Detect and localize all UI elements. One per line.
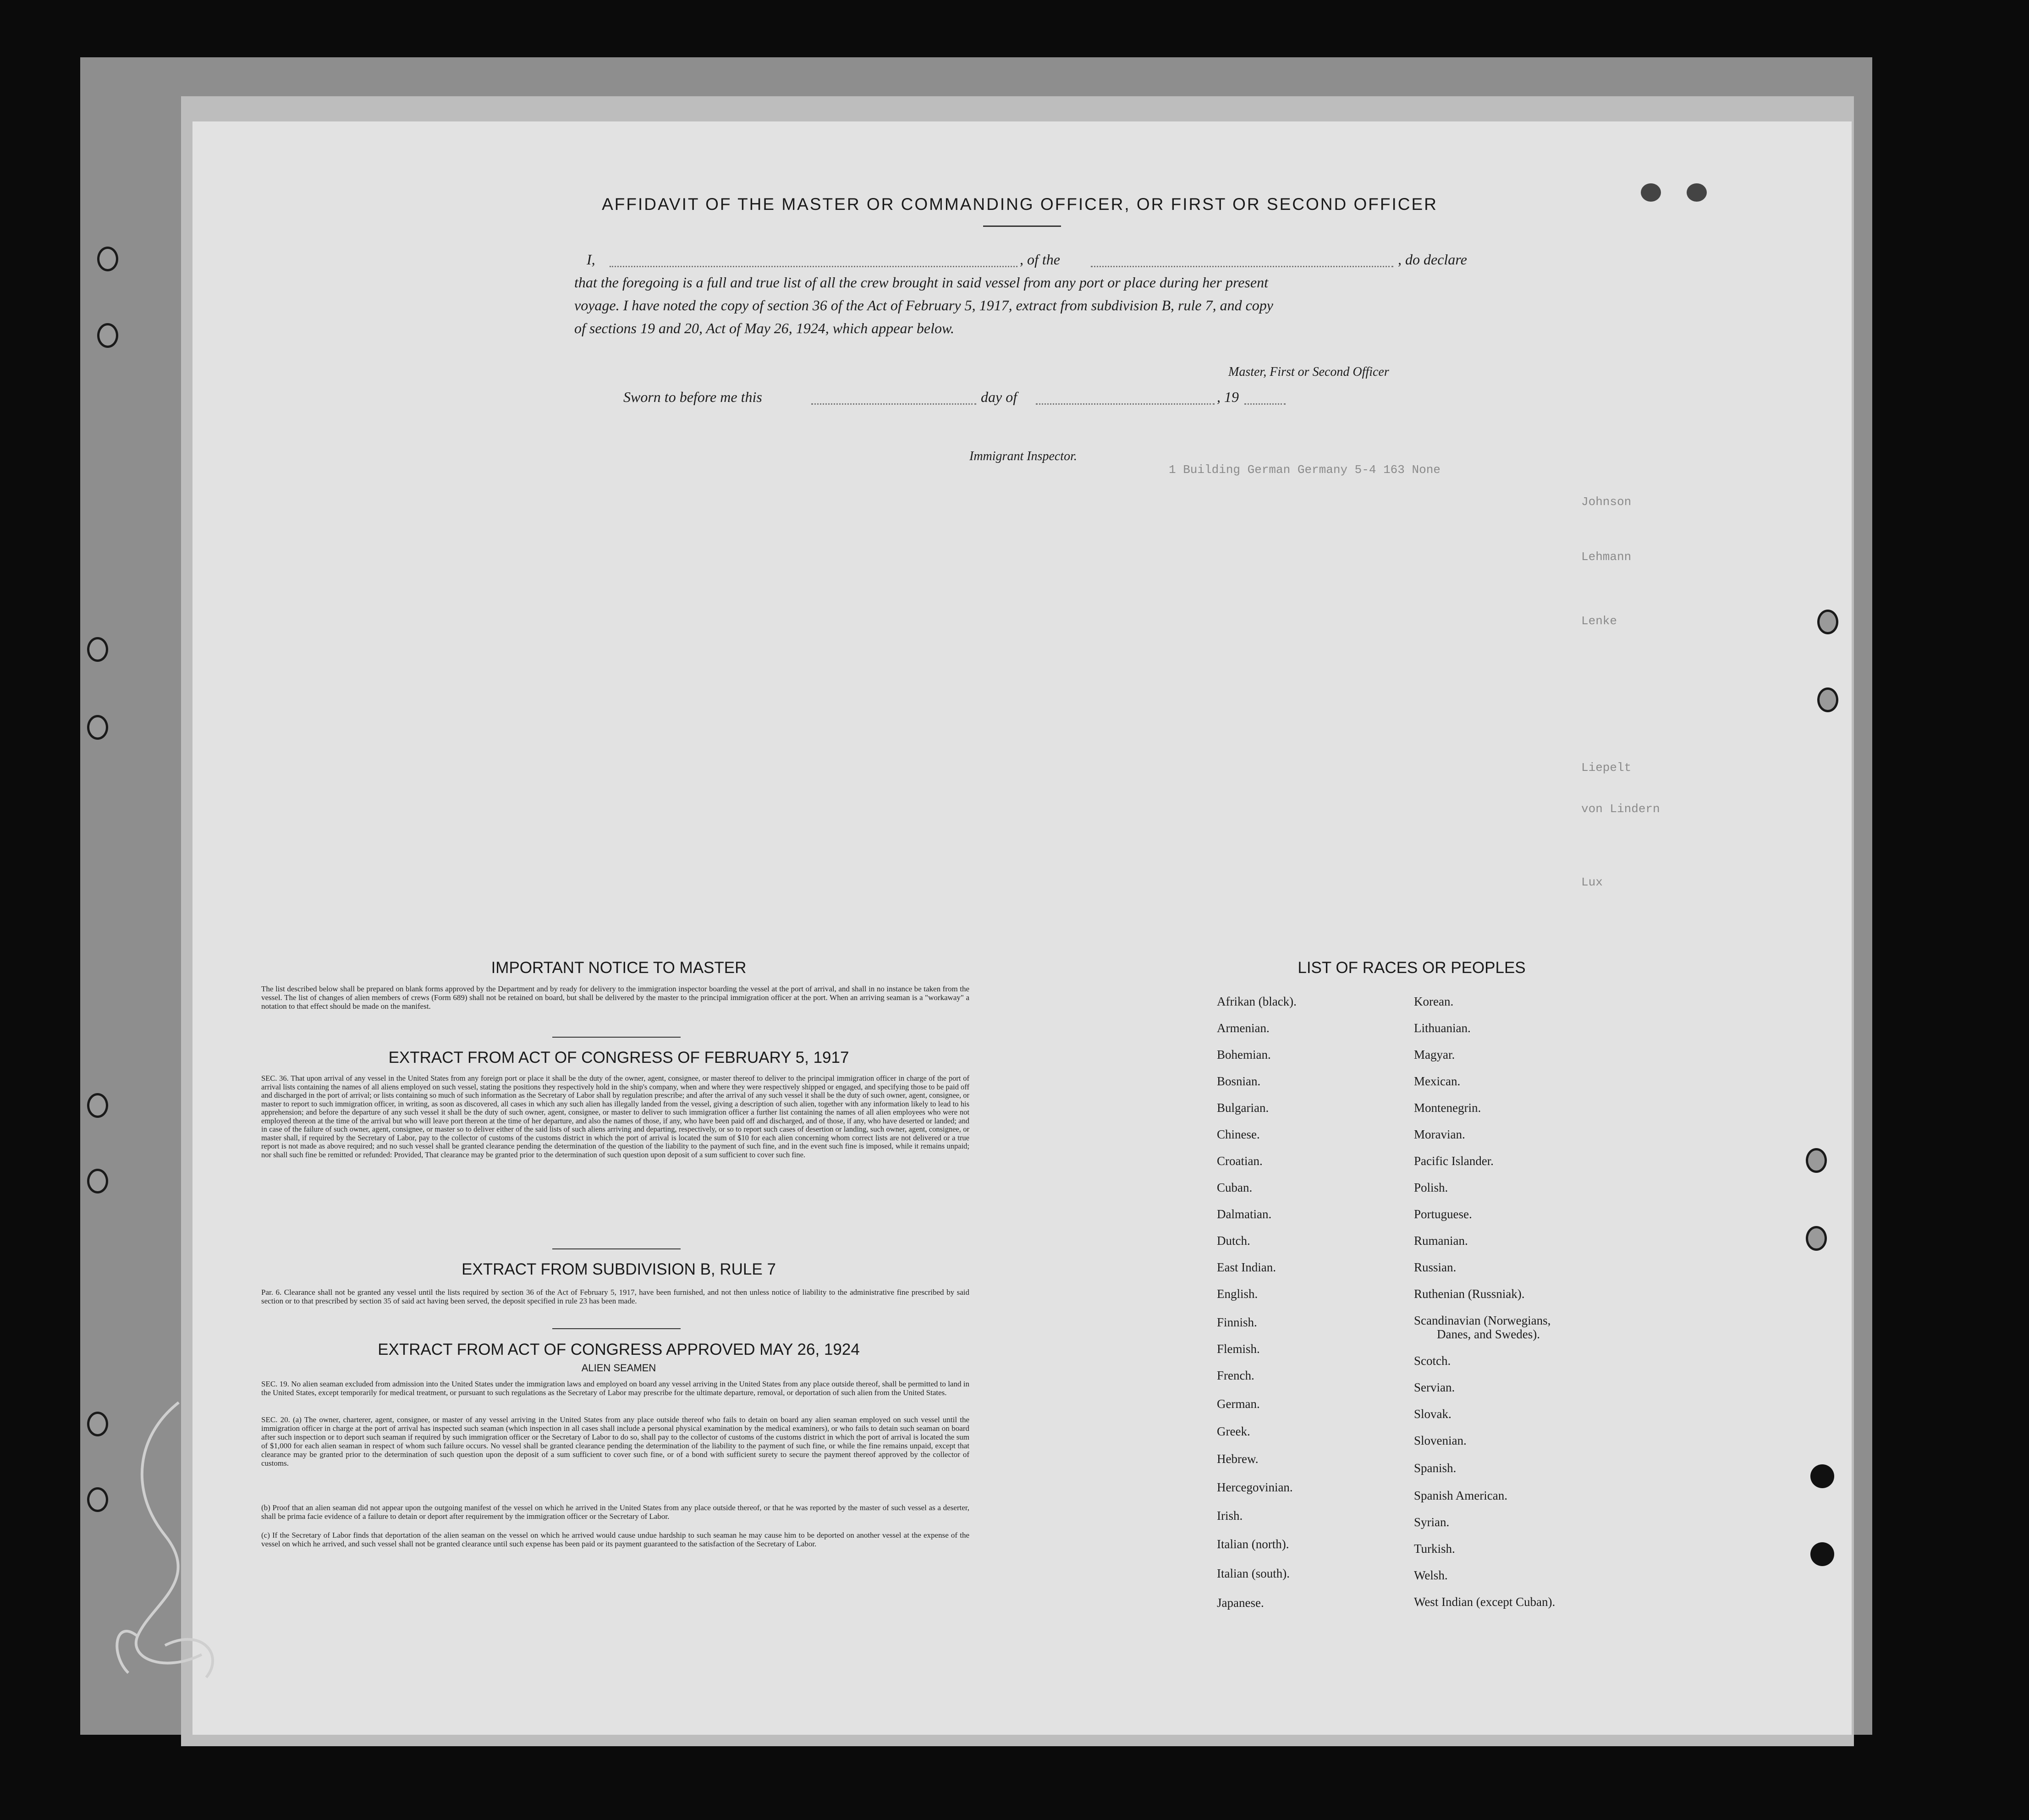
binding-string-icon — [110, 1398, 229, 1682]
inspector-signature-label: Immigrant Inspector. — [969, 449, 1077, 463]
binder-hole-icon — [97, 323, 118, 348]
bleed-through-text: Johnson — [1581, 495, 1632, 509]
race-item: Polish. — [1414, 1181, 1448, 1194]
race-item: Bohemian. — [1217, 1048, 1271, 1061]
race-item: Scandinavian (Norwegians, — [1414, 1314, 1551, 1327]
race-item: Lithuanian. — [1414, 1021, 1471, 1035]
race-item: Spanish American. — [1414, 1489, 1507, 1502]
race-item: French. — [1217, 1369, 1254, 1382]
race-item: Mexican. — [1414, 1074, 1461, 1088]
day-of-label: day of — [981, 389, 1017, 405]
race-item: Pacific Islander. — [1414, 1154, 1494, 1168]
race-item: East Indian. — [1217, 1260, 1276, 1274]
race-item: English. — [1217, 1287, 1258, 1301]
race-item: Portuguese. — [1414, 1207, 1472, 1221]
rule7-text: Par. 6. Clearance shall not be granted any vessel until the lists required by section 36 of the Act of February 5, 1917, have been furnished, and not then unless notice of liability to the administrative fine prescribed by said section or to that prescribed by section 35 of said act having been served, the deposit specified in rule 23 has been made. — [261, 1288, 969, 1305]
bleed-through-text: 1 Building German Germany 5-4 163 None — [1169, 463, 1441, 477]
race-item: Russian. — [1414, 1260, 1457, 1274]
affidavit-do-declare: , do declare — [1398, 251, 1467, 268]
bleed-through-text: von Lindern — [1581, 802, 1660, 816]
race-item: Greek. — [1217, 1424, 1250, 1438]
affidavit-title: AFFIDAVIT OF THE MASTER OR COMMANDING OFFICER, OR FIRST OR SECOND OFFICER — [602, 195, 1438, 214]
race-item: Slovak. — [1414, 1407, 1452, 1421]
binder-hole-icon — [87, 1169, 108, 1193]
race-item: Hebrew. — [1217, 1452, 1259, 1466]
extract-1924-title: EXTRACT FROM ACT OF CONGRESS APPROVED MAY 26, 1924 — [378, 1341, 860, 1358]
sworn-year-field[interactable] — [1244, 402, 1286, 405]
race-item: Slovenian. — [1414, 1434, 1467, 1447]
affidavit-line-3: voyage. I have noted the copy of section 36 of the Act of February 5, 1917, extract from subdivision B, rule 7, and copy — [574, 297, 1273, 313]
divider — [552, 1328, 681, 1329]
race-item: West Indian (except Cuban). — [1414, 1595, 1556, 1609]
binder-hole-icon — [87, 1093, 108, 1118]
race-item: Cuban. — [1217, 1181, 1253, 1194]
punch-hole-icon — [1687, 183, 1707, 202]
race-item: Armenian. — [1217, 1021, 1270, 1035]
rule7-title: EXTRACT FROM SUBDIVISION B, RULE 7 — [462, 1260, 776, 1278]
race-item: Danes, and Swedes). — [1437, 1327, 1540, 1341]
race-item: Hercegovinian. — [1217, 1480, 1293, 1494]
divider — [552, 1248, 681, 1249]
affidavit-of-the: , of the — [1020, 251, 1060, 268]
races-title: LIST OF RACES OR PEOPLES — [1298, 959, 1526, 977]
race-item: German. — [1217, 1397, 1260, 1411]
race-item: Turkish. — [1414, 1542, 1455, 1556]
race-item: Japanese. — [1217, 1596, 1264, 1610]
binder-hole-icon — [1806, 1148, 1827, 1173]
bleed-through-text: Lenke — [1581, 614, 1617, 628]
race-item: Magyar. — [1414, 1048, 1455, 1061]
sworn-day-field[interactable] — [811, 402, 976, 405]
bleed-through-text: Liepelt — [1581, 761, 1632, 775]
sec20c-text: (c) If the Secretary of Labor finds that deportation of the alien seaman on the vessel on which he arrived would cause undue hardship to such seaman he may cause him to be deported on another vessel at the expense of the vessel on which he arrived, and such vessel shall not be granted clearance until such expense has been paid or its payment guaranteed to the satisfaction of the Secretary of Labor. — [261, 1531, 969, 1548]
binder-hole-icon — [1817, 687, 1838, 712]
vessel-blank-field[interactable] — [1091, 265, 1393, 267]
affidavit-line-2: that the foregoing is a full and true list of all the crew brought in said vessel from any port or place during her present — [574, 274, 1268, 291]
binder-hole-icon — [97, 247, 118, 271]
race-item: Moravian. — [1414, 1127, 1465, 1141]
notice-title: IMPORTANT NOTICE TO MASTER — [491, 959, 747, 977]
punch-hole-icon — [1641, 183, 1661, 202]
name-blank-field[interactable] — [610, 265, 1017, 267]
year-label: , 19 — [1217, 389, 1239, 405]
bleed-through-text: Lux — [1581, 875, 1603, 889]
race-item: Rumanian. — [1414, 1234, 1468, 1248]
race-item: Syrian. — [1414, 1515, 1450, 1529]
race-item: Servian. — [1414, 1380, 1455, 1394]
affidavit-i-label: I, — [587, 251, 595, 268]
race-item: Croatian. — [1217, 1154, 1263, 1168]
race-item: Spanish. — [1414, 1461, 1457, 1475]
punch-hole-icon — [1810, 1542, 1834, 1566]
master-signature-label: Master, First or Second Officer — [1228, 365, 1389, 379]
sec19-text: SEC. 19. No alien seaman excluded from admission into the United States under the immigration laws and employed on board any vessel arriving in the United States from any place outside thereof, shall be permitted to land in the United States, except temporarily for medical treatment, or pursuant to such regulations as the Secretary of Labor may prescribe for the ultimate departure, removal, or deportation of such alien from the United States. — [261, 1380, 969, 1397]
race-item: Irish. — [1217, 1509, 1243, 1523]
sworn-month-field[interactable] — [1036, 402, 1215, 405]
notice-paragraph: The list described below shall be prepared on blank forms approved by the Department and by ready for delivery to the immigration inspector boarding the vessel at the port of arrival, and shall in no instance be taken from the vessel. The list of changes of alien members of crews (Form 689) shall not be retained on board, but shall be delivered by the master to the principal immigration officer at the port. When an arriving seaman is a "workaway" a notation to that effect should be made on the manifest. — [261, 984, 969, 1011]
document-page — [192, 121, 1852, 1735]
binder-hole-icon — [87, 715, 108, 740]
sworn-label: Sworn to before me this — [623, 389, 762, 405]
binder-hole-icon — [87, 1412, 108, 1436]
race-item: Italian (south). — [1217, 1567, 1290, 1580]
race-item: Korean. — [1414, 995, 1454, 1008]
race-item: Flemish. — [1217, 1342, 1260, 1356]
extract-1917-title: EXTRACT FROM ACT OF CONGRESS OF FEBRUARY 5, 1917 — [388, 1049, 849, 1067]
divider — [983, 225, 1061, 227]
affidavit-line-4: of sections 19 and 20, Act of May 26, 1924, which appear below. — [574, 320, 954, 336]
extract-1917-text: SEC. 36. That upon arrival of any vessel in the United States from any foreign port or place it shall be the duty of the owner, agent, consignee, or master thereof to deliver to the principal immigration officer in charge of the port of arrival lists containing the names of all aliens employed on such vessel, stating the positions they respectively hold in the ship's company, when and where they were respectively shipped or engaged, and specifying those to be paid off and discharged in the port of arrival; or lists containing so much of such information as the Secretary of Labor shall by regulation prescribe; and after the arrival of any such vessel it shall be the duty of such owner, agent, consignee, or master to report to such immigration officer, in writing, as soon as discovered, all cases in which any such alien has illegally landed from the vessel, giving a description of such alien, together with any information likely to lead to his apprehension; and before the departure of any such vessel it shall be the duty of such owner, agent, consignee, or master to deliver to such immigration officer a further list containing the names of all alien employees who were not employed thereon at the time of the arrival but who will leave port thereon at the time of her departure, and also the names of those, if any, who have been paid off and discharged, and of those, if any, who have deserted or landed; and in case of the failure of such owner, agent, consignee, or master so to deliver either of the said lists of such aliens arriving and departing, respectively, or so to report such cases of desertion or landing, such owner, agent, consignee, or master shall, if required by the Secretary of Labor, pay to the collector of customs of the customs district in which the port of arrival is located the sum of $10 for each alien concerning whom correct lists are not delivered or a true report is not made as above required; and no such vessel shall be granted clearance pending the determination of the question of the liability to the payment of such fine, and in the event such fine is imposed, while it remains unpaid; nor shall such fine be remitted or refunded: Provided, That clearance may be granted prior to the determination of such question upon deposit of a sum sufficient to cover such fine. — [261, 1074, 969, 1159]
race-item: Montenegrin. — [1414, 1101, 1481, 1115]
binder-hole-icon — [87, 637, 108, 662]
binder-hole-icon — [1817, 610, 1838, 634]
bleed-through-text: Lehmann — [1581, 550, 1632, 564]
extract-1924-subtitle: ALIEN SEAMEN — [581, 1362, 656, 1374]
punch-hole-icon — [1810, 1464, 1834, 1488]
race-item: Dalmatian. — [1217, 1207, 1272, 1221]
binder-hole-icon — [1806, 1226, 1827, 1251]
race-item: Bosnian. — [1217, 1074, 1261, 1088]
race-item: Italian (north). — [1217, 1537, 1289, 1551]
sec20b-text: (b) Proof that an alien seaman did not appear upon the outgoing manifest of the vessel on which he arrived in the United States from any place outside thereof, or that he was reported by the master of such vessel as a deserter, shall be prima facie evidence of a failure to detain or deport after requirement by the immigration officer or the Secretary of Labor. — [261, 1503, 969, 1521]
binder-hole-icon — [87, 1487, 108, 1512]
race-item: Chinese. — [1217, 1127, 1260, 1141]
divider — [552, 1037, 681, 1038]
race-item: Ruthenian (Russniak). — [1414, 1287, 1525, 1301]
race-item: Bulgarian. — [1217, 1101, 1269, 1115]
race-item: Afrikan (black). — [1217, 995, 1297, 1008]
race-item: Scotch. — [1414, 1354, 1451, 1368]
race-item: Welsh. — [1414, 1568, 1448, 1582]
sec20a-text: SEC. 20. (a) The owner, charterer, agent, consignee, or master of any vessel arriving in the United States from any place outside thereof who fails to detain on board any alien seaman employed on such vessel until the immigration officer in charge at the port of arrival has inspected such seaman (which inspection in all cases shall include a personal physical examination by the medical examiners), or who fails to detain such seaman on board after such inspection or to deport such seaman if required by such immigration officer or the Secretary of Labor to do so, shall pay to the collector of customs of the customs district in which the port of arrival is located the sum of $1,000 for each alien seaman in respect of whom such failure occurs. No vessel shall be granted clearance pending the determination of the liability to the payment of such fine, or while the fine remains unpaid, except that clearance may be granted prior to the determination of such question upon the deposit of a sum sufficient to cover such fine, or of a bond with sufficient surety to secure the payment thereof approved by the collector of customs. — [261, 1415, 969, 1468]
race-item: Finnish. — [1217, 1315, 1257, 1329]
race-item: Dutch. — [1217, 1234, 1250, 1248]
